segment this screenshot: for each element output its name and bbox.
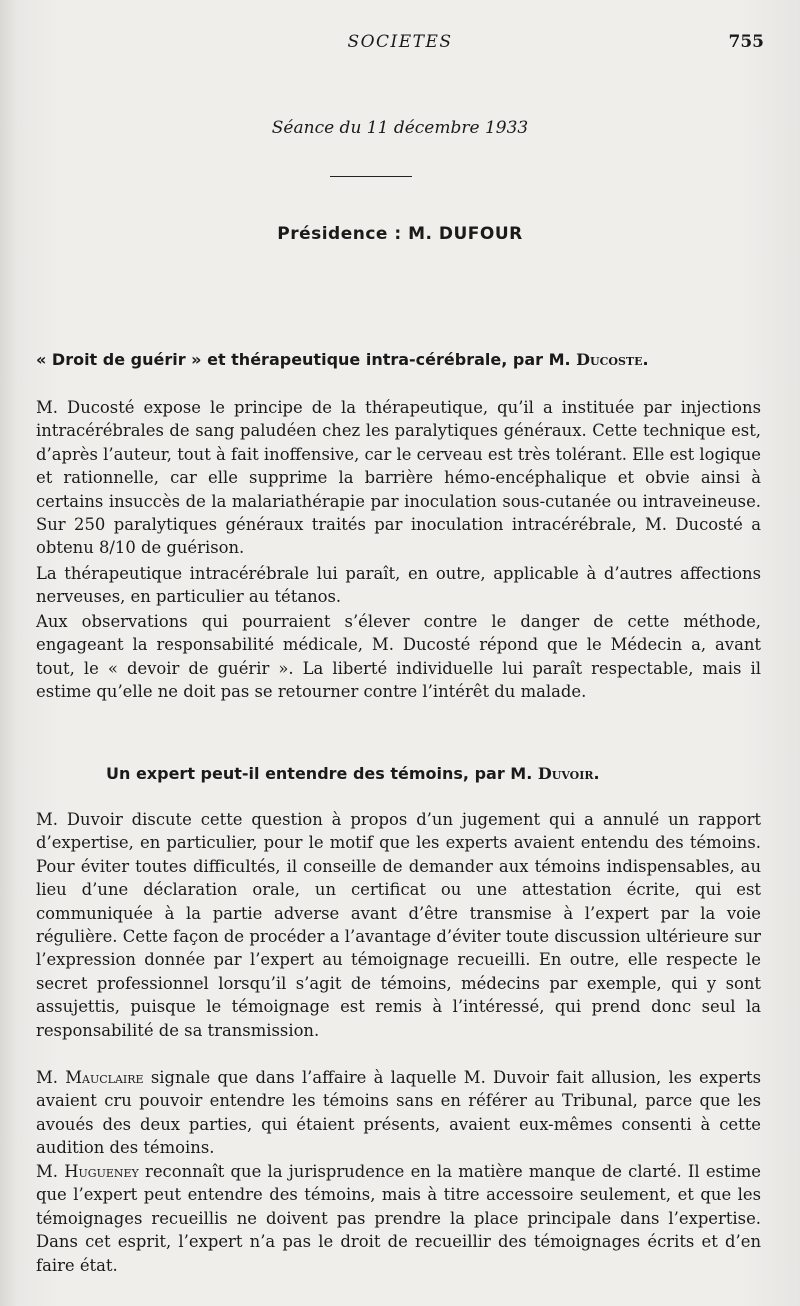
heading-end: . — [642, 350, 649, 369]
speaker-prefix: M. — [36, 1068, 66, 1087]
heading-author: Duvoir — [537, 764, 594, 783]
speaker-name: Hugueney — [64, 1162, 139, 1181]
heading-text: Un expert peut-il entendre des témoins, par M. — [106, 764, 538, 783]
paragraph-text — [36, 1160, 761, 1277]
divider-rule — [330, 176, 412, 177]
paragraph-text: Aux observations qui pourraient s’élever contre le danger de cette méthode, engageant la responsabilité médicale, M. Ducosté répond que le Médecin a, avant tout, le « devoir de guérir ». La liberté individuelle lui paraît respectable, mais il estime qu’elle ne doit pas se retourner contre l’intérêt du malade. — [36, 612, 761, 702]
speaker-prefix: M. — [36, 1162, 65, 1181]
paragraph-observations — [36, 610, 761, 704]
paragraph-text: La thérapeutique intracérébrale lui paraît, en outre, applicable à d’autres affections nerveuses, en particulier au tétanos. — [36, 564, 761, 607]
paragraph-text: M. Duvoir discute cette question à propos d’un jugement qui a annulé un rapport d’expertise, en particulier, pour le motif que les experts avaient entendu des témoins. Pour éviter toutes difficultés, il conseille de demander aux témoins indispensables, au lieu d’une déclaration orale, un certificat ou une attestation écrite, qui est communiquée à la partie adverse avant d’être transmise à l’expert par la voie régulière. Cette façon de procéder a l’avantage d’éviter toute discussion ultérieure sur l’expression donnée par l’expert au témoignage recueilli. En outre, elle respecte le secret professionnel lorsqu’il s’agit de témoins, médecins par exemple, qui y sont assujettis, puisque le témoignage est remis à l’intéressé, qui prend donc seul la responsabilité de sa transmission. — [36, 810, 761, 1040]
speaker-text: signale que dans l’affaire à laquelle M. Duvoir fait allusion, les experts avaient cru pouvoir entendre les témoins sans en référer au Tribunal, parce que les avoués des deux parties, qui étaient présents, avaient eux-mêmes consenti à cette audition des témoins. — [36, 1068, 762, 1158]
speaker-text: reconnaît que la jurisprudence en la matière manque de clarté. Il estime que l’expert peut entendre des témoins, mais à titre accessoire seulement, et que les témoignages recueillis ne doivent pas prendre la place principale dans l’expertise. Dans cet esprit, l’expert n’a pas le droit de recueillir des témoignages écrits et d’en faire état. — [36, 1162, 762, 1275]
running-head — [0, 32, 800, 56]
paragraph-hugueney — [36, 1160, 761, 1277]
paragraph-ducoste-expose — [36, 396, 761, 560]
heading-end: . — [593, 764, 600, 783]
session-date: Séance du 11 décembre 1933 — [271, 118, 529, 138]
presidency-line: Présidence : M. DUFOUR — [277, 224, 523, 244]
paragraph-duvoir-discute — [36, 808, 761, 1042]
page-number: 755 — [728, 32, 764, 52]
heading-text: « Droit de guérir » et thérapeutique intra-cérébrale, par M. — [36, 350, 577, 369]
paragraph-mauclaire — [36, 1066, 761, 1160]
paragraph-text — [36, 1066, 761, 1160]
speaker-name: Mauclaire — [65, 1068, 144, 1087]
paragraph-therapeutique-intracerebrale — [36, 562, 761, 609]
running-title: SOCIETES — [347, 32, 453, 52]
paragraph-text: M. Ducosté expose le principe de la thérapeutique, qu’il a instituée par injections intracérébrales de sang paludéen chez les paralytiques généraux. Cette technique est, d’après l’auteur, tout à fait inoffensive, car le cerveau est très tolérant. Elle est logique et rationnelle, car elle supprime la barrière hémo-encéphalique et obvie ainsi à certains insuccès de la malariathérapie par inoculation sous-cutanée ou intraveineuse. Sur 250 paralytiques généraux traités par inoculation intracérébrale, M. Ducosté a obtenu 8/10 de guérison. — [36, 398, 761, 558]
section-heading-expert-temoins — [106, 764, 800, 783]
heading-author: Ducoste — [576, 350, 643, 369]
section-heading-droit-de-guerir — [36, 350, 766, 369]
